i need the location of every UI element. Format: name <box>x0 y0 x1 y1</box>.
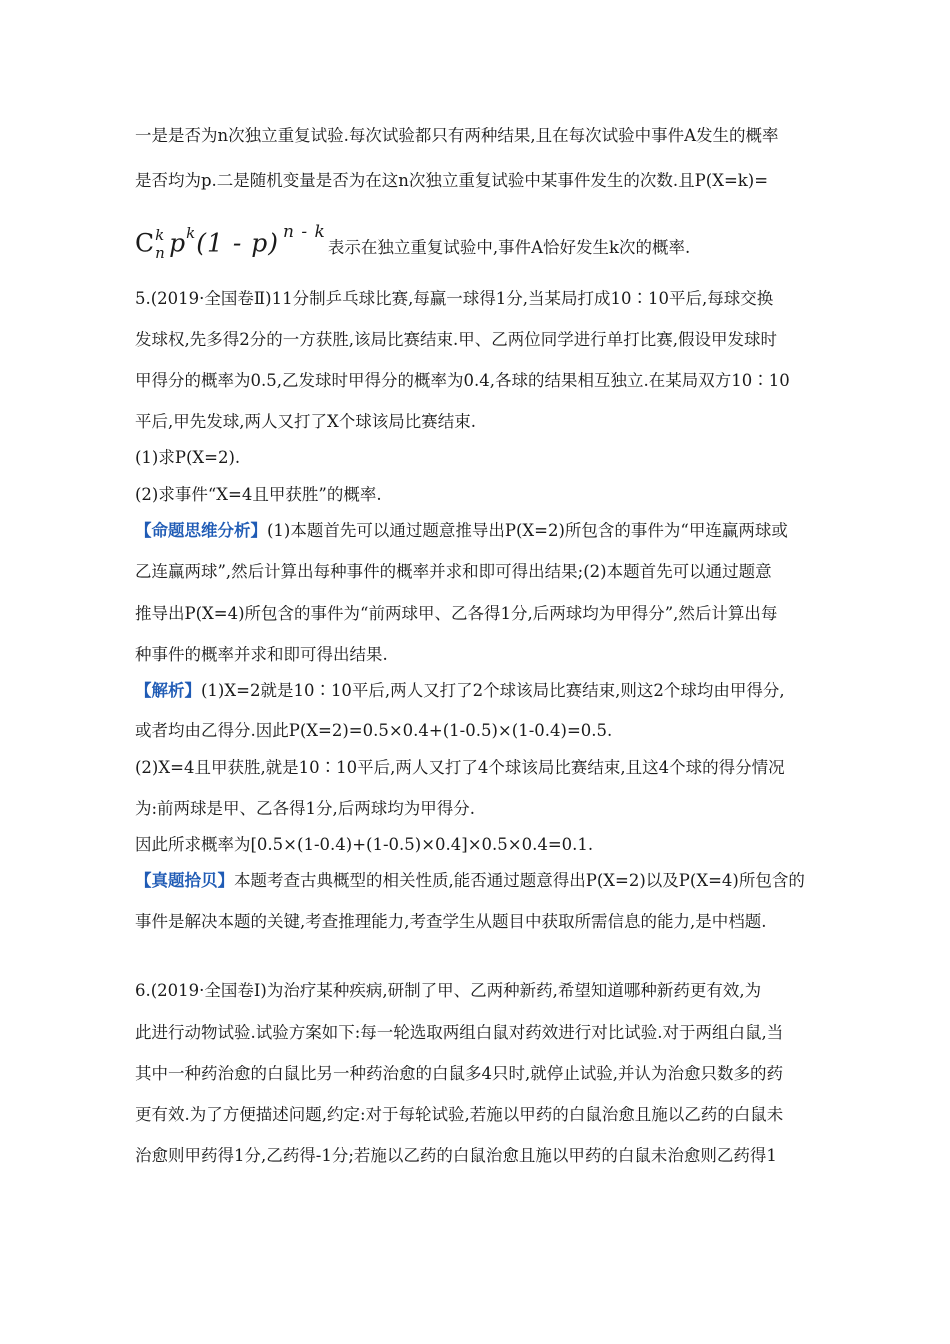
question-5-line: 发球权,先多得2分的一方获胜,该局比赛结束.甲、乙两位同学进行单打比赛,假设甲发球时 <box>135 330 777 349</box>
formula-c: C <box>135 228 156 258</box>
review-line <box>135 870 805 892</box>
formula-k-sup: k <box>155 225 166 244</box>
solution-tag: 【解析】 <box>135 681 201 700</box>
question-5-line: 甲得分的概率为0.5,乙发球时甲得分的概率为0.4,各球的结果相互独立.在某局双方10∶10 <box>135 371 790 390</box>
formula-math <box>135 222 326 262</box>
solution-line <box>135 680 785 702</box>
formula-n-sub: n <box>155 243 166 262</box>
analysis-line <box>135 520 788 542</box>
question-6-line: 更有效.为了方便描述问题,约定:对于每轮试验,若施以甲药的白鼠治愈且施以乙药的白鼠未 <box>135 1105 784 1124</box>
analysis-tag: 【命题思维分析】 <box>135 521 267 540</box>
review-tag: 【真题拾贝】 <box>135 871 234 890</box>
text-line: 是否均为p.二是随机变量是否为在这n次独立重复试验中某事件发生的次数.且P(X=k)= <box>135 171 769 190</box>
solution-text: (1)X=2就是10∶10平后,两人又打了2个球该局比赛结束,则这2个球均由甲得分, <box>201 681 785 700</box>
formula-paren: (1 - p) <box>196 228 280 258</box>
formula-k-exp: k <box>186 224 197 243</box>
question-5-line: 5.(2019·全国卷Ⅱ)11分制乒乓球比赛,每赢一球得1分,当某局打成10∶10平后,每球交换 <box>135 289 774 308</box>
formula-p: p <box>169 228 187 258</box>
analysis-line: 推导出P(X=4)所包含的事件为“前两球甲、乙各得1分,后两球均为甲得分”,然后计算出每 <box>135 604 778 623</box>
text-line: 一是是否为n次独立重复试验.每次试验都只有两种结果,且在每次试验中事件A发生的概率 <box>135 126 779 145</box>
question-6-line: 治愈则甲药得1分,乙药得-1分;若施以乙药的白鼠治愈且施以甲药的白鼠未治愈则乙药得1 <box>135 1146 777 1165</box>
question-5-line: 平后,甲先发球,两人又打了X个球该局比赛结束. <box>135 412 476 431</box>
analysis-line: 乙连赢两球”,然后计算出每种事件的概率并求和即可得出结果;(2)本题首先可以通过题意 <box>135 562 772 581</box>
formula-exp: n - k <box>283 222 326 243</box>
analysis-text: (1)本题首先可以通过题意推导出P(X=2)所包含的事件为“甲连赢两球或 <box>267 521 788 540</box>
analysis-line: 种事件的概率并求和即可得出结果. <box>135 645 388 664</box>
solution-line: 因此所求概率为[0.5×(1-0.4)+(1-0.5)×0.4]×0.5×0.4=0.1. <box>135 835 594 854</box>
solution-line: 为:前两球是甲、乙各得1分,后两球均为甲得分. <box>135 799 476 818</box>
binomial-formula <box>135 222 690 266</box>
question-6-line: 其中一种药治愈的白鼠比另一种药治愈的白鼠多4只时,就停止试验,并认为治愈只数多的药 <box>135 1064 783 1083</box>
question-6-line: 此进行动物试验.试验方案如下:每一轮选取两组白鼠对药效进行对比试验.对于两组白鼠,当 <box>135 1023 784 1042</box>
solution-line: (2)X=4且甲获胜,就是10∶10平后,两人又打了4个球该局比赛结束,且这4个球的得分情况 <box>135 758 785 777</box>
solution-line: 或者均由乙得分.因此P(X=2)=0.5×0.4+(1-0.5)×(1-0.4)=0.5. <box>135 721 613 740</box>
review-text: 本题考查古典概型的相关性质,能否通过题意得出P(X=2)以及P(X=4)所包含的 <box>234 871 805 890</box>
question-6-line: 6.(2019·全国卷Ⅰ)为治疗某种疾病,研制了甲、乙两种新药,希望知道哪种新药更有效,为 <box>135 981 762 1000</box>
formula-description: 表示在独立重复试验中,事件A恰好发生k次的概率. <box>327 238 691 257</box>
review-line: 事件是解决本题的关键,考查推理能力,考查学生从题目中获取所需信息的能力,是中档题. <box>135 912 767 931</box>
question-5-part-2: (2)求事件“X=4且甲获胜”的概率. <box>135 485 382 504</box>
question-5-part-1: (1)求P(X=2). <box>135 448 241 467</box>
